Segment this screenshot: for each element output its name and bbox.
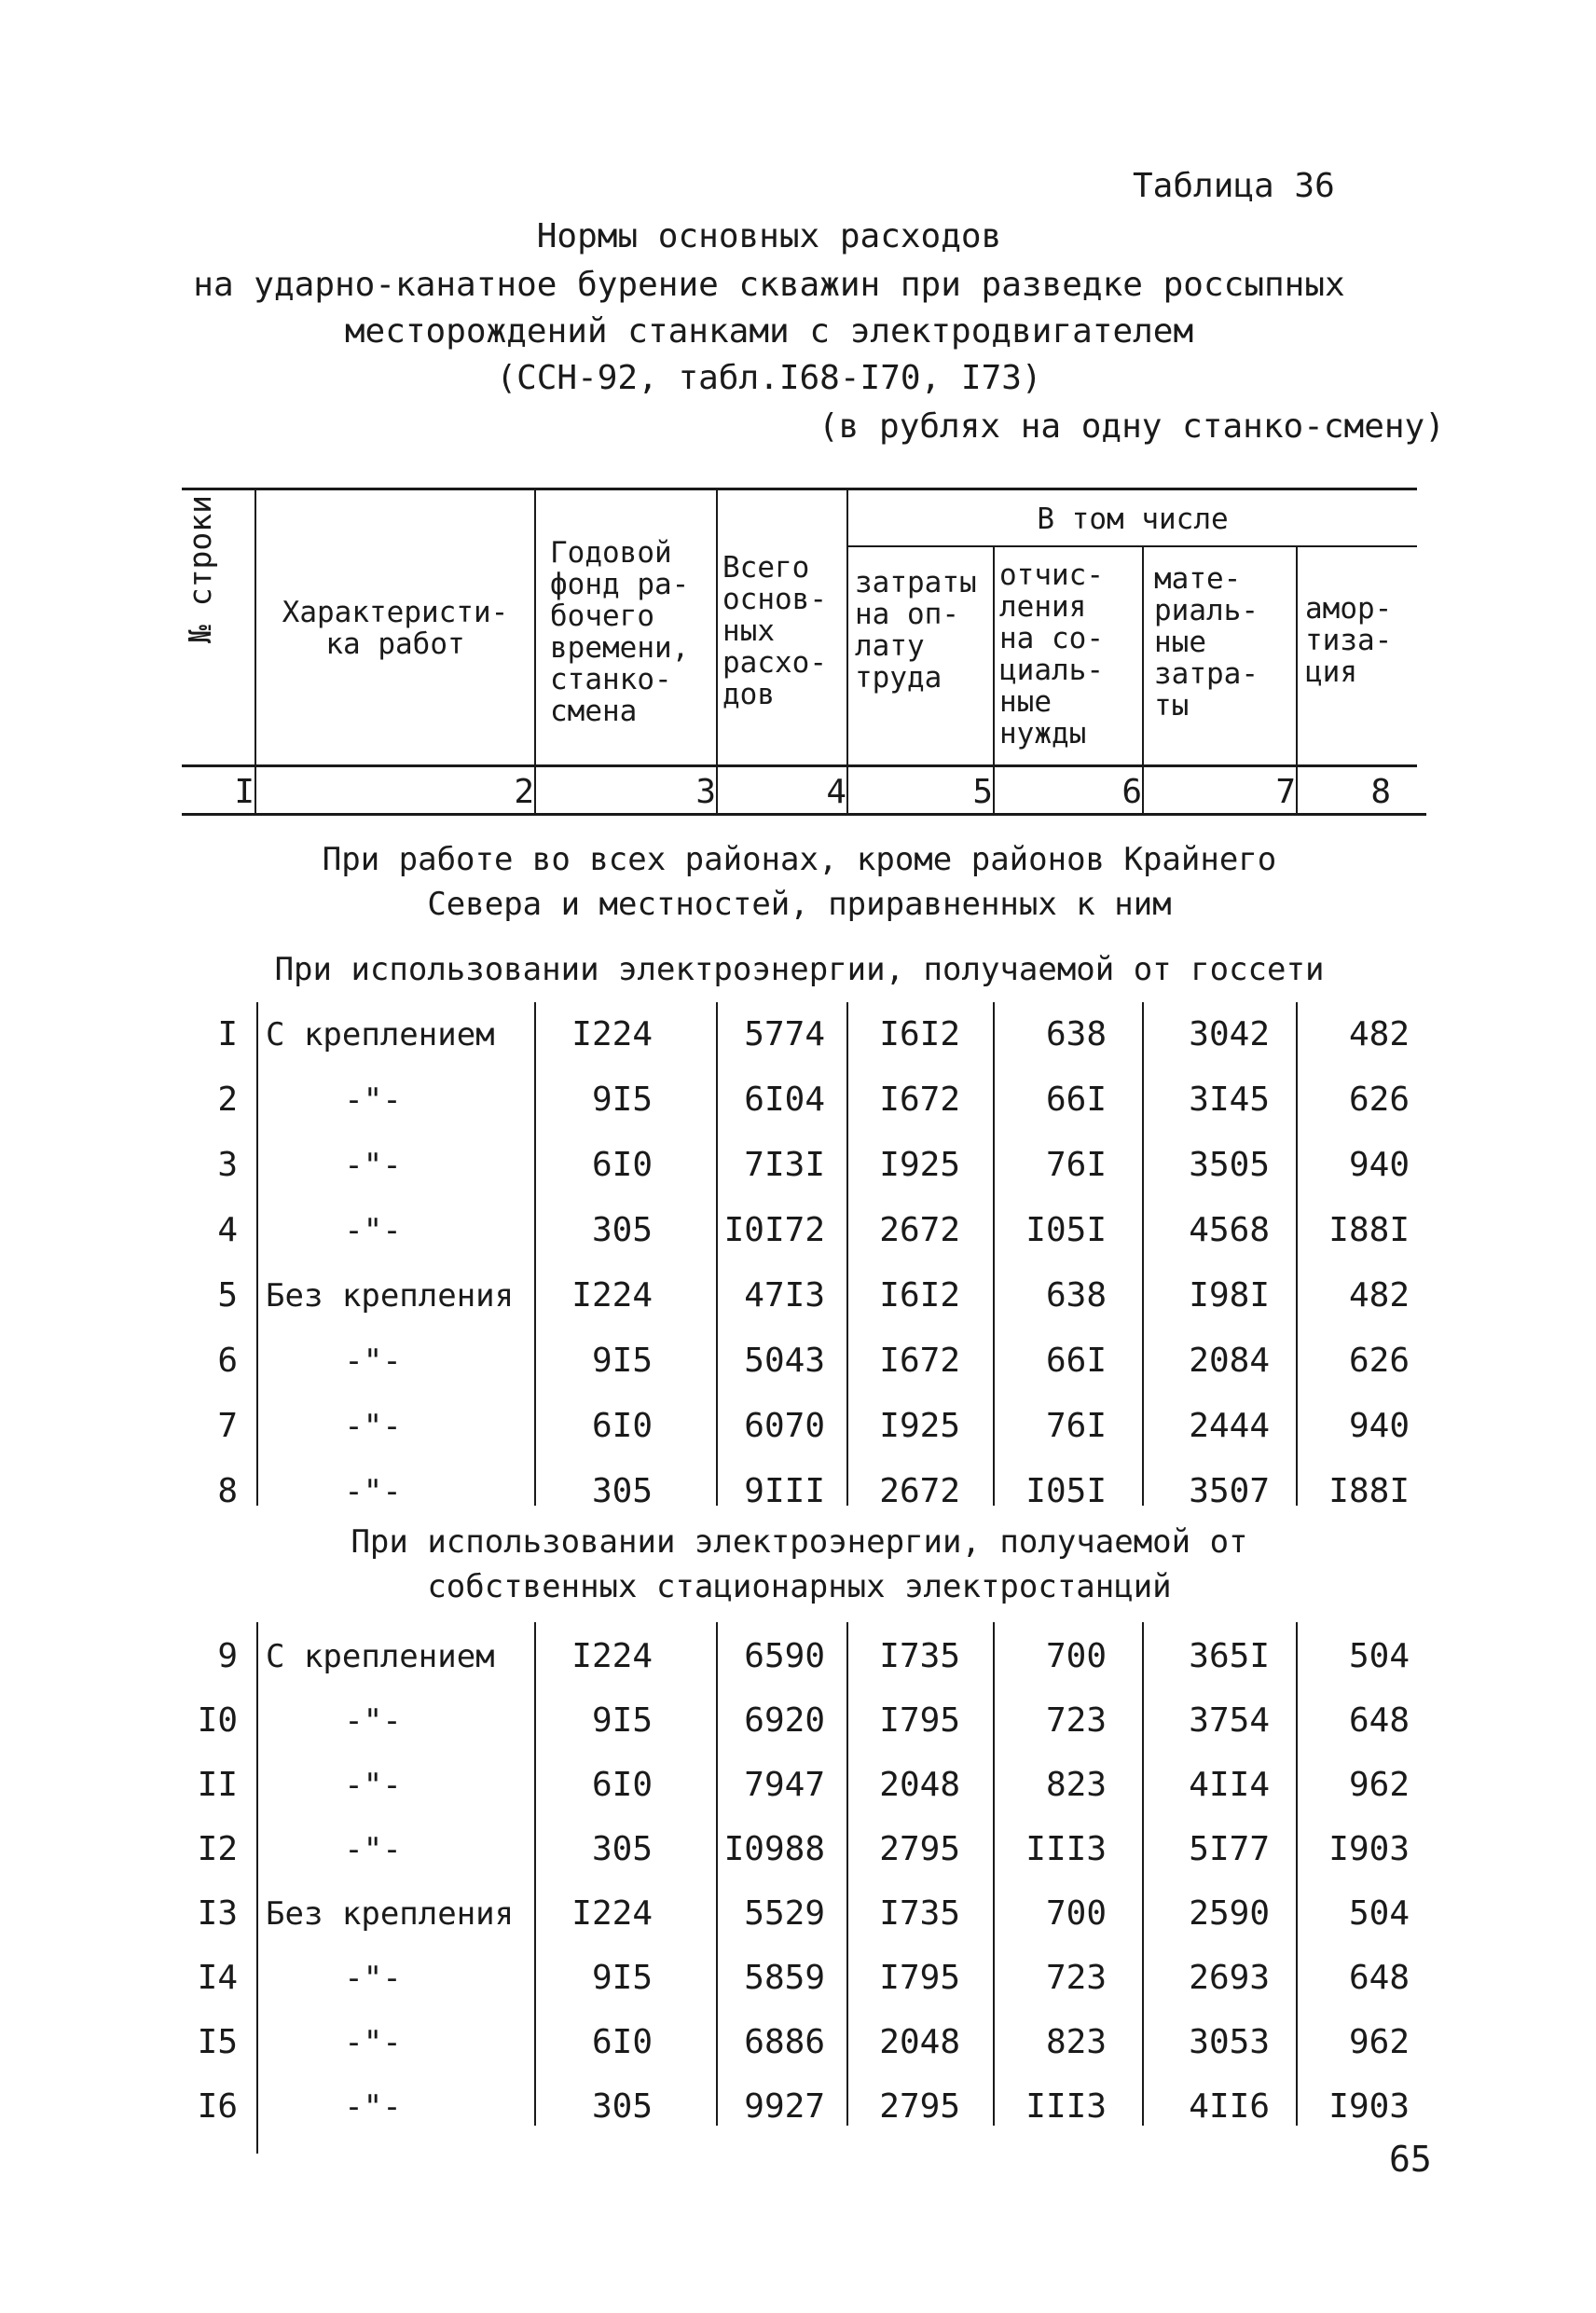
cell-amortization: 962 (1348, 1766, 1410, 1804)
header-col7: мате- риаль- ные затра- ты (1154, 562, 1259, 723)
colnum-4: 4 (826, 773, 846, 811)
cell-social-cost: 638 (1045, 1015, 1107, 1053)
cell-material-cost: 3505 (1189, 1146, 1270, 1184)
cell-annual-fund: 9I5 (591, 1701, 653, 1740)
cell-total-cost: 6886 (744, 2023, 825, 2061)
cell-row-number: I4 (197, 1959, 238, 1997)
cell-amortization: 962 (1348, 2023, 1410, 2061)
cell-row-number: I3 (197, 1894, 238, 1933)
colnum-5: 5 (972, 773, 993, 811)
cell-material-cost: 4II4 (1189, 1766, 1270, 1804)
cell-material-cost: 3042 (1189, 1015, 1270, 1053)
cell-social-cost: III3 (1025, 1830, 1107, 1868)
cell-work-type: С креплением (266, 1638, 495, 1675)
cell-row-number: I0 (197, 1701, 238, 1740)
cell-annual-fund: 6I0 (591, 1407, 653, 1445)
cell-social-cost: 700 (1045, 1894, 1107, 1933)
cell-annual-fund: 6I0 (591, 1766, 653, 1804)
cell-total-cost: 9927 (744, 2087, 825, 2126)
cell-labor-cost: I925 (879, 1146, 960, 1184)
cell-amortization: 940 (1348, 1407, 1410, 1445)
cell-row-number: II (197, 1766, 238, 1804)
cell-total-cost: I0I72 (723, 1211, 825, 1249)
group-rule (846, 545, 1417, 547)
vline-2 (534, 488, 536, 814)
cell-material-cost: 3754 (1189, 1701, 1270, 1740)
cell-amortization: I88I (1328, 1472, 1410, 1510)
cell-row-number: 5 (217, 1276, 238, 1315)
cell-total-cost: 7I3I (744, 1146, 825, 1184)
section-main-1: При работе во всех районах, кроме районов Крайнего (322, 841, 1277, 878)
cell-amortization: 482 (1348, 1276, 1410, 1315)
cell-social-cost: 823 (1045, 1766, 1107, 1804)
header-col4: Всего основ- ных расхо- дов (722, 551, 827, 711)
colnum-7: 7 (1275, 773, 1296, 811)
cell-annual-fund: I224 (571, 1276, 653, 1315)
cell-row-number: 4 (217, 1211, 238, 1249)
header-bottom-rule (182, 813, 1426, 816)
cell-row-number: I5 (197, 2023, 238, 2061)
colnum-3: 3 (695, 773, 716, 811)
cell-annual-fund: 305 (591, 1211, 653, 1249)
cell-material-cost: 3053 (1189, 2023, 1270, 2061)
units-note: (в рублях на одну станко-смену) (819, 407, 1445, 446)
header-col3: Годовой фонд ра- бочего времени, станко- смена (550, 536, 690, 728)
cell-row-number: I2 (197, 1830, 238, 1868)
cell-row-number: 7 (217, 1407, 238, 1445)
cell-row-number: 3 (217, 1146, 238, 1184)
cell-annual-fund: 6I0 (591, 1146, 653, 1184)
cell-material-cost: 3I45 (1189, 1081, 1270, 1119)
cell-total-cost: 7947 (744, 1766, 825, 1804)
cell-material-cost: 2693 (1189, 1959, 1270, 1997)
cell-total-cost: I0988 (723, 1830, 825, 1868)
cell-labor-cost: 2672 (879, 1211, 960, 1249)
cell-material-cost: 4II6 (1189, 2087, 1270, 2126)
cell-amortization: 482 (1348, 1015, 1410, 1053)
cell-social-cost: 66I (1045, 1081, 1107, 1119)
cell-row-number: 8 (217, 1472, 238, 1510)
cell-social-cost: I05I (1025, 1472, 1107, 1510)
cell-work-type: -"- (344, 1960, 402, 1997)
colnum-1: I (234, 773, 255, 811)
cell-labor-cost: I672 (879, 1342, 960, 1380)
cell-amortization: 626 (1348, 1081, 1410, 1119)
cell-material-cost: 3507 (1189, 1472, 1270, 1510)
vline-3 (716, 488, 718, 814)
cell-total-cost: 5043 (744, 1342, 825, 1380)
cell-labor-cost: I925 (879, 1407, 960, 1445)
title-line-2: на ударно-канатное бурение скважин при разведке россыпных (193, 266, 1345, 304)
cell-material-cost: 4568 (1189, 1211, 1270, 1249)
title-line-4: (ССН-92, табл.I68-I70, I73) (496, 359, 1042, 397)
cell-material-cost: 2590 (1189, 1894, 1270, 1933)
cell-work-type: -"- (344, 1473, 402, 1510)
cell-labor-cost: I795 (879, 1701, 960, 1740)
cell-labor-cost: I735 (879, 1894, 960, 1933)
cell-labor-cost: 2672 (879, 1472, 960, 1510)
cell-social-cost: 66I (1045, 1342, 1107, 1380)
cell-work-type: -"- (344, 2024, 402, 2061)
cell-work-type: -"- (344, 1702, 402, 1740)
cell-labor-cost: I735 (879, 1637, 960, 1675)
cell-labor-cost: I6I2 (879, 1276, 960, 1315)
cell-labor-cost: 2795 (879, 1830, 960, 1868)
cell-social-cost: 823 (1045, 2023, 1107, 2061)
header-group: В том числе (1037, 503, 1229, 536)
cell-total-cost: 47I3 (744, 1276, 825, 1315)
cell-social-cost: I05I (1025, 1211, 1107, 1249)
cell-labor-cost: I795 (879, 1959, 960, 1997)
cell-work-type: -"- (344, 1212, 402, 1249)
cell-work-type: С креплением (266, 1016, 495, 1053)
vline-4 (846, 488, 848, 814)
table-label: Таблица 36 (1133, 167, 1335, 205)
cell-annual-fund: I224 (571, 1637, 653, 1675)
cell-row-number: I6 (197, 2087, 238, 2126)
cell-work-type: Без крепления (266, 1277, 515, 1315)
cell-annual-fund: 305 (591, 2087, 653, 2126)
cell-total-cost: 6920 (744, 1701, 825, 1740)
cell-work-type: Без крепления (266, 1895, 515, 1933)
cell-material-cost: 2084 (1189, 1342, 1270, 1380)
cell-material-cost: 5I77 (1189, 1830, 1270, 1868)
cell-row-number: I (217, 1015, 238, 1053)
cell-work-type: -"- (344, 1831, 402, 1868)
cell-annual-fund: I224 (571, 1015, 653, 1053)
cell-social-cost: 638 (1045, 1276, 1107, 1315)
cell-amortization: 504 (1348, 1637, 1410, 1675)
cell-total-cost: 6I04 (744, 1081, 825, 1119)
header-mid-rule (182, 764, 1417, 767)
page-number: 65 (1389, 2139, 1432, 2180)
cell-work-type: -"- (344, 1408, 402, 1445)
cell-work-type: -"- (344, 1147, 402, 1184)
cell-amortization: I88I (1328, 1211, 1410, 1249)
subsection-2-line-1: При использовании электроэнергии, получаемой от (351, 1523, 1248, 1561)
cell-total-cost: 5774 (744, 1015, 825, 1053)
cell-material-cost: 365I (1189, 1637, 1270, 1675)
cell-work-type: -"- (344, 1081, 402, 1119)
cell-social-cost: 723 (1045, 1959, 1107, 1997)
cell-work-type: -"- (344, 2088, 402, 2126)
colnum-2: 2 (514, 773, 534, 811)
subsection-2-line-2: собственных стационарных электростанций (427, 1568, 1172, 1605)
cell-annual-fund: 9I5 (591, 1342, 653, 1380)
header-col2: Характеристи- ка работ (282, 596, 509, 661)
cell-amortization: 940 (1348, 1146, 1410, 1184)
cell-total-cost: 6070 (744, 1407, 825, 1445)
cell-annual-fund: 305 (591, 1472, 653, 1510)
colnum-8: 8 (1370, 773, 1391, 811)
cell-amortization: 626 (1348, 1342, 1410, 1380)
cell-annual-fund: 6I0 (591, 2023, 653, 2061)
header-top-rule (182, 488, 1417, 490)
cell-labor-cost: I672 (879, 1081, 960, 1119)
cell-amortization: 504 (1348, 1894, 1410, 1933)
cell-total-cost: 5859 (744, 1959, 825, 1997)
cell-amortization: 648 (1348, 1701, 1410, 1740)
header-row-number: № строки (182, 495, 218, 643)
colnum-6: 6 (1121, 773, 1142, 811)
cell-labor-cost: 2795 (879, 2087, 960, 2126)
title-line-1: Нормы основных расходов (536, 217, 1002, 255)
cell-social-cost: 700 (1045, 1637, 1107, 1675)
cell-labor-cost: 2048 (879, 2023, 960, 2061)
cell-amortization: 648 (1348, 1959, 1410, 1997)
cell-annual-fund: 305 (591, 1830, 653, 1868)
header-col6: отчис- ления на со- циаль- ные нужды (999, 558, 1104, 750)
cell-row-number: 2 (217, 1081, 238, 1119)
cell-total-cost: 9III (744, 1472, 825, 1510)
cell-total-cost: 5529 (744, 1894, 825, 1933)
cell-row-number: 6 (217, 1342, 238, 1380)
cell-social-cost: 76I (1045, 1407, 1107, 1445)
header-col5: затраты на оп- лату труда (855, 566, 977, 695)
header-col8: амор- тиза- ция (1305, 592, 1393, 689)
cell-work-type: -"- (344, 1767, 402, 1804)
cell-work-type: -"- (344, 1342, 402, 1380)
cell-annual-fund: 9I5 (591, 1959, 653, 1997)
cell-material-cost: I98I (1189, 1276, 1270, 1315)
cell-total-cost: 6590 (744, 1637, 825, 1675)
title-line-3: месторождений станками с электродвигателем (344, 312, 1194, 351)
subsection-1: При использовании электроэнергии, получаемой от госсети (274, 951, 1325, 988)
cell-row-number: 9 (217, 1637, 238, 1675)
cell-amortization: I903 (1328, 2087, 1410, 2126)
cell-social-cost: 76I (1045, 1146, 1107, 1184)
cell-annual-fund: 9I5 (591, 1081, 653, 1119)
cell-labor-cost: 2048 (879, 1766, 960, 1804)
cell-social-cost: 723 (1045, 1701, 1107, 1740)
cell-amortization: I903 (1328, 1830, 1410, 1868)
cell-annual-fund: I224 (571, 1894, 653, 1933)
cell-material-cost: 2444 (1189, 1407, 1270, 1445)
cell-labor-cost: I6I2 (879, 1015, 960, 1053)
section-main-2: Севера и местностей, приравненных к ним (427, 886, 1172, 923)
cell-social-cost: III3 (1025, 2087, 1107, 2126)
